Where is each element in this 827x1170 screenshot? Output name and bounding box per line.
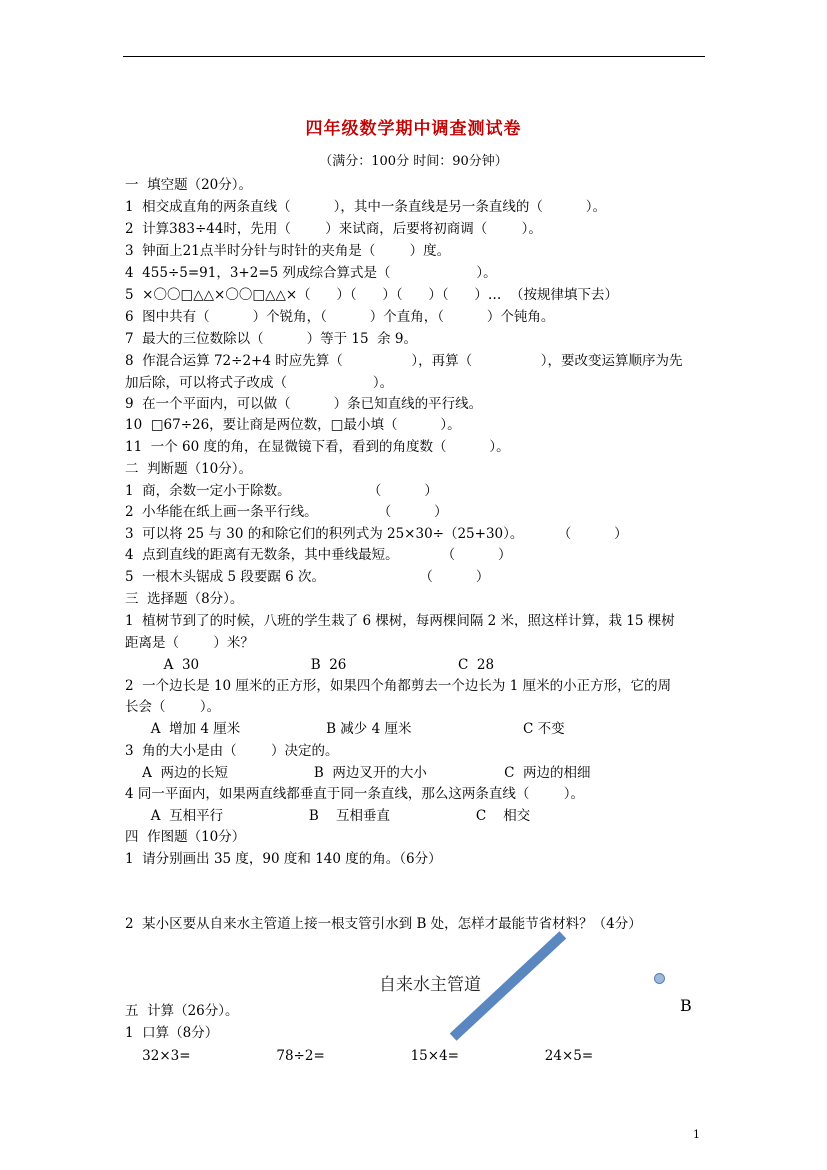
- choice-options: A 两边的长短 B 两边叉开的大小 C 两边的相细: [125, 765, 591, 781]
- question-line: 4 点到直线的距离有无数条，其中垂线最短。 （ ）: [125, 547, 512, 563]
- question-line: 2 小华能在纸上画一条平行线。 （ ）: [125, 504, 448, 520]
- question-line: 10 □67÷26，要让商是两位数，□最小填（ ）。: [125, 417, 461, 433]
- section-heading: 二 判断题（10分）。: [125, 461, 253, 477]
- question-line: 4 455÷5=91，3+2=5 列成综合算式是（ ）。: [125, 265, 497, 281]
- header-rule: [123, 56, 705, 57]
- question-line: 1 植树节到了的时候，八班的学生栽了 6 棵树，每两棵间隔 2 米，照这样计算，栽 15 棵树: [125, 613, 675, 629]
- section-heading: 四 作图题（10分）: [125, 829, 246, 845]
- page-number: 1: [693, 1128, 700, 1141]
- question-line: 6 图中共有（ ）个锐角，（ ）个直角，（ ）个钝角。: [125, 309, 555, 325]
- question-line: 1 相交成直角的两条直线（ ），其中一条直线是另一条直线的（ ）。: [125, 199, 606, 215]
- question-line: 3 钟面上21点半时分针与时针的夹角是（ ）度。: [125, 243, 451, 259]
- question-line: 7 最大的三位数除以（ ）等于 15 余 9。: [125, 331, 418, 347]
- section-heading: 五 计算（26分）。: [125, 1003, 239, 1019]
- pipe-label: 自来水主管道: [379, 975, 481, 995]
- arithmetic-row: 32×3= 78÷2= 15×4= 24×5=: [125, 1048, 594, 1064]
- question-line: 8 作混合运算 72÷2+4 时应先算（ ），再算（ ），要改变运算顺序为先: [125, 353, 683, 369]
- page-title: 四年级数学期中调查测试卷: [305, 119, 522, 139]
- question-line: 1 商，余数一定小于除数。 （ ）: [125, 483, 438, 499]
- page-subtitle: （满分：100分 时间：90分钟）: [319, 154, 508, 169]
- question-line: 2 某小区要从自来水主管道上接一根支管引水到 B 处，怎样才最能节省材料？（4分）: [125, 916, 642, 932]
- question-line: 加后除，可以将式子改成（ ）。: [125, 375, 394, 391]
- question-line: 4 同一平面内，如果两直线都垂直于同一条直线，那么这两条直线（ ）。: [125, 786, 584, 802]
- question-line: 1 口算（8分）: [125, 1025, 219, 1041]
- question-line: 11 一个 60 度的角，在显微镜下看，看到的角度数（ ）。: [125, 439, 510, 455]
- question-line: 3 可以将 25 与 30 的和除它们的积列式为 25×30÷（25+30）。 （ ）: [125, 526, 628, 542]
- section-heading: 一 填空题（20分）。: [125, 177, 253, 193]
- choice-options: A 互相平行 B 互相垂直 C 相交: [125, 808, 531, 824]
- question-line: 距离是（ ）米？: [125, 635, 254, 651]
- point-b-label: B: [680, 996, 692, 1015]
- point-b-marker: [654, 973, 665, 984]
- question-line: 3 角的大小是由（ ）决定的。: [125, 743, 339, 759]
- question-line: 5 一根木头锯成 5 段要踞 6 次。 （ ）: [125, 569, 490, 585]
- choice-options: A 30 B 26 C 28: [125, 657, 495, 673]
- question-line: 长会（ ）。: [125, 699, 221, 715]
- section-heading: 三 选择题（8分）。: [125, 591, 244, 607]
- choice-options: A 增加 4 厘米 B 减少 4 厘米 C 不变: [125, 721, 565, 737]
- question-line: 2 一个边长是 10 厘米的正方形，如果四个角都剪去一个边长为 1 厘米的小正方形，它的周: [125, 678, 672, 694]
- question-line: 5 ×〇〇□△△×〇〇□△△×（ ）（ ）（ ）（ ）… （按规律填下去）: [125, 287, 618, 303]
- question-line: 9 在一个平面内，可以做（ ）条已知直线的平行线。: [125, 396, 483, 412]
- question-line: 2 计算383÷44时，先用（ ）来试商，后要将初商调（ ）。: [125, 221, 542, 237]
- question-line: 1 请分别画出 35 度，90 度和 140 度的角。（6分）: [125, 851, 442, 867]
